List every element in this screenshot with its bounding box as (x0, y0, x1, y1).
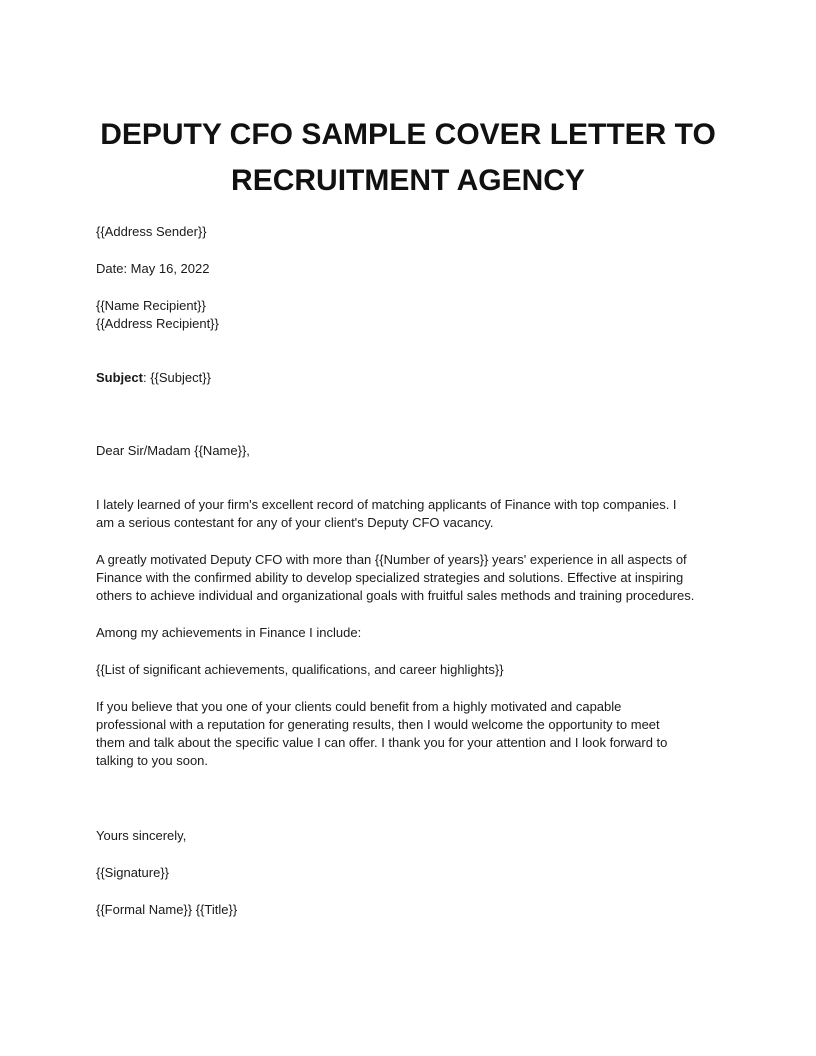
address-recipient: {{Address Recipient}} (96, 316, 219, 331)
paragraph-experience-line: A greatly motivated Deputy CFO with more than {{Number of years}} years' experience in all aspects of (96, 552, 687, 567)
document-title (60, 112, 756, 204)
paragraph-closing-line: If you believe that you one of your clients could benefit from a highly motivated and capable (96, 699, 622, 714)
paragraph-experience-line: Finance with the confirmed ability to develop specialized strategies and solutions. Effective at inspiring (96, 570, 684, 585)
subject-value: : {{Subject}} (142, 370, 211, 385)
paragraph-closing-line: talking to you soon. (96, 753, 209, 768)
formal-name-title: {{Formal Name}} {{Title}} (96, 902, 238, 917)
paragraph-intro (96, 496, 726, 532)
title-line-1: DEPUTY CFO SAMPLE COVER LETTER TO (100, 118, 716, 151)
paragraph-intro-line: am a serious contestant for any of your client's Deputy CFO vacancy. (96, 515, 494, 530)
paragraph-experience-line: others to achieve individual and organizational goals with fruitful sales methods and training procedures. (96, 588, 695, 603)
subject-label: Subject (96, 370, 143, 385)
signature-placeholder: {{Signature}} (96, 865, 170, 880)
paragraph-closing-line: them and talk about the specific value I can offer. I thank you for your attention and I look forward to (96, 735, 668, 750)
salutation: Dear Sir/Madam {{Name}}, (96, 443, 250, 458)
name-recipient: {{Name Recipient}} (96, 298, 206, 313)
subject-line (96, 369, 726, 387)
paragraph-experience (96, 551, 726, 605)
paragraph-closing-line: professional with a reputation for generating results, then I would welcome the opportunity to meet (96, 717, 660, 732)
address-sender: {{Address Sender}} (96, 224, 207, 239)
closing-phrase: Yours sincerely, (96, 828, 187, 843)
letter-date: Date: May 16, 2022 (96, 261, 210, 276)
paragraph-achievements-list: {{List of significant achievements, qualifications, and career highlights}} (96, 662, 504, 677)
paragraph-achievements-intro: Among my achievements in Finance I include: (96, 625, 362, 640)
paragraph-intro-line: I lately learned of your firm's excellent record of matching applicants of Finance with top companies. I (96, 497, 677, 512)
paragraph-closing (96, 698, 726, 770)
title-line-2: RECRUITMENT AGENCY (231, 164, 585, 197)
